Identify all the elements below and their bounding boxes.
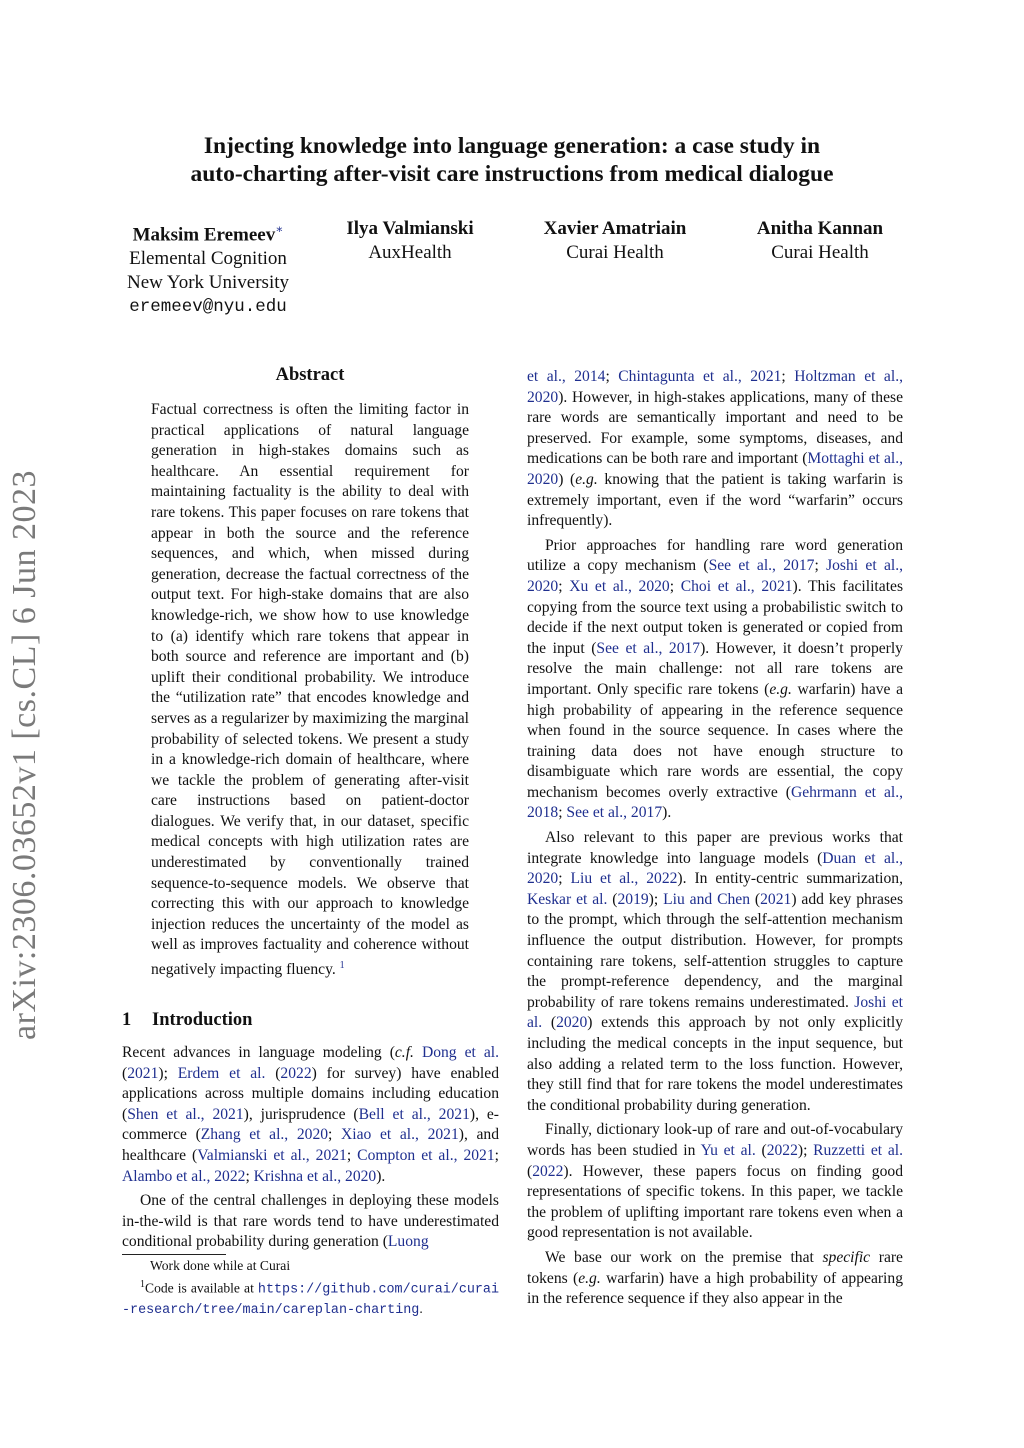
citation-link[interactable]: Keskar et al. [527,890,608,908]
citation-link[interactable]: Zhang et al., 2020 [200,1126,329,1144]
citation-link[interactable]: Shen et al., 2021 [127,1105,244,1123]
text: ; [605,368,619,385]
citation-link[interactable]: 2020 [556,1014,588,1032]
text: ); [648,890,664,908]
citation-link[interactable]: Dong et al. [421,1044,499,1061]
text: ; [245,1167,254,1185]
text: ; [494,1146,499,1164]
text: warfarin) have a high probability of appearing in the reference sequence if they also appear in the [527,1269,903,1308]
paragraph [527,367,903,532]
text: ; [558,804,567,822]
author-3 [510,217,720,265]
abstract-body [151,400,469,981]
citation-link[interactable]: Gehrmann et al., 2018 [527,783,903,822]
text: knowing that the patient is taking warfarin is extremely important, even if the word “warfarin” occurs infrequently). [527,470,903,530]
text: Prior approaches for handling rare word generation utilize a copy mechanism ( [527,536,903,575]
footnote-mark: 1 [140,1278,145,1290]
footnotes [122,1257,499,1320]
citation-link[interactable]: 2021 [760,890,792,908]
text: ). However, these papers focus on finding good representations of specific tokens. In this paper, we tackle the problem of uplifting important rare tokens even when a good representation is not available. [527,1162,903,1242]
text: ; [558,577,570,595]
paragraph [527,1120,903,1244]
citation-link[interactable]: 2022 [280,1064,312,1082]
text: ). However, in high-stakes applications, many of these rare words are semantically important and need to be preserved. For example, some symptoms, diseases, and medications can be both rare and important ( [527,388,903,468]
arxiv-identifier: arXiv:2306.03652v1 [cs.CL] 6 Jun 2023 [6,469,43,1040]
text: ), e-commerce ( [122,1105,499,1144]
citation-link[interactable]: Joshi et al. [527,993,903,1032]
author-2 [310,217,510,265]
citation-link[interactable]: Compton et al., 2021 [357,1146,495,1164]
text: ), jurisprudence ( [243,1105,359,1123]
text: Also relevant to this paper are previous works that integrate knowledge into language models ( [527,829,903,867]
text: ). [662,804,672,822]
citation-link[interactable]: Xiao et al., 2021 [341,1126,459,1144]
text: ; [328,1126,342,1144]
text: ) for survey) have enabled applications across multiple domains including education ( [122,1064,499,1123]
text: ). However, it doesn’t properly resolve the main challenge: not all rare tokens are important. Only specific rare tokens ( [527,639,903,698]
citation-link[interactable]: Holtzman et al., 2020 [527,368,903,406]
text: ), and healthcare ( [122,1126,500,1164]
text: One of the central challenges in deploying these models in-the-wild is that rare words tend to have underestimated conditional probability during generation ( [122,1192,499,1251]
citation-link[interactable]: See et al., 2017 [596,639,701,657]
text: ; [669,577,681,595]
author-affiliation: Curai Health [771,242,869,263]
section-heading [122,1010,252,1031]
citation-link[interactable]: Krishna et al., 2020 [253,1167,377,1185]
author-affiliation: AuxHealth [368,242,452,263]
section-number: 1 [122,1010,132,1030]
citation-link[interactable]: Choi et al., 2021 [680,577,793,595]
paragraph [122,1043,499,1187]
citation-link[interactable]: et al., 2014 [527,368,606,385]
text: . [419,1300,423,1316]
paragraph [527,536,903,824]
author-name: Xavier Amatriain [543,218,687,239]
text: rare tokens ( [527,1248,903,1287]
section-title: Introduction [152,1010,253,1030]
author-name: Anitha Kannan [756,218,884,239]
text: ( [527,1162,533,1180]
text: ); [158,1064,178,1082]
text: ( [265,1064,281,1082]
footnote-divider [122,1254,226,1255]
citation-link[interactable]: Liu et al., 2022 [570,870,678,888]
author-email[interactable]: eremeev@nyu.edu [129,297,287,318]
paragraph [527,828,903,1116]
text: ( [607,890,618,908]
citation-link[interactable]: Alambo et al., 2022 [122,1167,246,1185]
text: warfarin) have a high probability of appearing in the reference sequence when found in the source sequence. In cases where the training data does not have enough structure to disambiguate which rare words are essential, the copy mechanism becomes overly extractive ( [527,680,903,801]
citation-link[interactable]: Valmianski et al., 2021 [197,1146,347,1164]
text: ; [346,1146,358,1164]
citation-link[interactable]: Mottaghi et al., 2020 [527,450,903,488]
text: We base our work on the premise that [545,1248,823,1266]
author-footnote-mark: ∗ [275,222,284,236]
text: ). In entity-centric summarization, [677,870,903,888]
text: Recent advances in language modeling ( [122,1044,395,1061]
text: ; [814,557,827,575]
text: ( [122,1064,128,1082]
citation-link[interactable]: Yu et al. [700,1141,756,1159]
text: ( [542,1014,557,1032]
text: ) ( [558,470,576,488]
text: ). [376,1167,386,1185]
footnote-2 [122,1276,499,1321]
citation-link[interactable]: Duan et al., 2020 [527,849,903,888]
citation-link[interactable]: Luong [387,1233,429,1251]
paper-title [0,132,1024,188]
title-line-1: Injecting knowledge into language generation: a case study in [203,133,821,159]
abstract-heading: Abstract [275,365,345,385]
citation-link[interactable]: Bell et al., 2021 [358,1105,470,1123]
text: ). This facilitates copying from the source text using a probabilistic switch to decide if the next output token is generated or copied from the input ( [527,577,904,657]
text: ; [781,368,795,385]
text: e.g. [769,680,792,698]
footnote-link[interactable]: 1 [339,960,345,972]
text: specific [822,1248,871,1266]
paragraph [122,1191,499,1253]
title-line-2: auto-charting after-visit care instructions from medical dialogue [190,161,834,187]
text: ( [750,890,761,908]
citation-link[interactable]: 2022 [532,1162,564,1180]
footnote-1: Work done while at Curai [150,1258,291,1273]
introduction-body [122,1043,499,1253]
citation-link[interactable]: 2021 [127,1064,159,1082]
abstract-text: Factual correctness is often the limiting factor in practical applications of natural language generation in high-stakes domains such as healthcare. An essential requirement for maintaining factuality is the ability to deal with rare tokens. This paper focuses on rare tokens that appear in both the source and the reference sequences, and which, when missed during generation, decrease the factual correctness of the output text. For high-stake domains that are also knowledge-rich, we show how to use knowledge to (a) identify which rare tokens that appear in both source and reference are important and (b) uplift their conditional probability. We introduce the “utilization rate” that encodes knowledge and serves as a regularizer by maximizing the marginal probability of selected tokens. We present a study in a knowledge-rich domain of healthcare, where we tackle the problem of generating after-visit care instructions based on patient-doctor dialogues. We verify that, in our dataset, specific medical concepts with high utilization rates are underestimated by conventionally trained sequence-to-sequence models. We observe that correcting this with our approach to knowledge injection reduces the uncertainty of the model as well as improves factuality and coherence without negatively impacting fluency. [151,401,469,979]
citation-link[interactable]: Ruzzetti et al. [813,1141,903,1159]
text: e.g. [578,1269,601,1287]
citation-link[interactable]: Chintagunta et al., 2021 [618,368,782,385]
citation-link[interactable]: 2019 [617,890,649,908]
text: ) extends this approach by not only explicitly including the medical concepts in the input sequence, but also adding a related term to the loss function. However, they still find that for rare tokens the model underestimates the conditional probability during generation. [527,1014,903,1114]
text: ; [558,870,571,888]
text: Code is available at [145,1280,258,1296]
right-column-body [527,367,903,1310]
paragraph [527,1248,903,1310]
citation-link[interactable]: See et al., 2017 [566,804,663,822]
author-1 [98,217,318,319]
author-name: Maksim Eremeev [132,224,276,246]
author-name: Ilya Valmianski [346,218,474,239]
citation-link[interactable]: Erdem et al. [177,1064,266,1082]
text: ( [755,1141,767,1159]
author-affiliation: Elemental Cognition [129,248,287,270]
citation-link[interactable]: See et al., 2017 [708,557,815,575]
author-4 [720,217,920,265]
citation-link[interactable]: 2022 [766,1141,798,1159]
text: c.f. [394,1044,414,1061]
text: Finally, dictionary look-up of rare and out-of-vocabulary words has been studied in [527,1121,903,1159]
citation-link[interactable]: Xu et al., 2020 [569,577,670,595]
text: e.g. [575,470,598,488]
text: ); [797,1141,814,1159]
code-url-link[interactable]: https://github.com/curai/curai-research/tree/main/careplan-charting [122,1282,499,1318]
author-affiliation: New York University [126,272,290,294]
author-affiliation: Curai Health [566,242,664,263]
citation-link[interactable]: Liu and Chen [663,890,751,908]
citation-link[interactable]: Joshi et al., 2020 [527,557,904,595]
text: ) add key phrases to the prompt, which through the self-attention mechanism influence the output distribution. However, for prompts containing rare tokens, self-attention struggles to capture the prompt-reference dependency, and the marginal probability of rare tokens remains underestimated. [527,890,904,1011]
